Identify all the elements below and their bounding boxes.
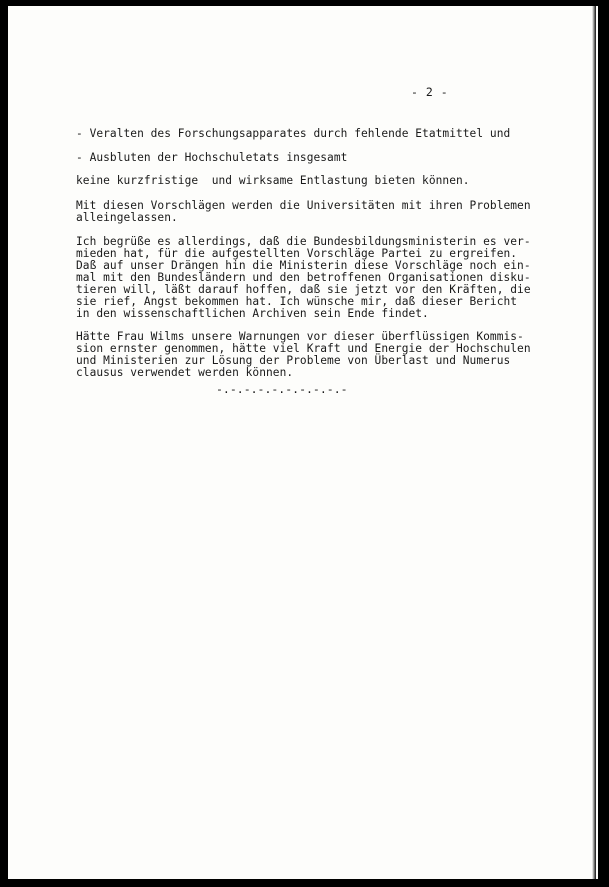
- text-line: in den wissenschaftlichen Archiven sein Ende findet.: [76, 307, 429, 320]
- bullet-line-1: - Veralten des Forschungsapparates durch fehlende Etatmittel und: [76, 127, 511, 140]
- text-line: sion ernster genommen, hätte viel Kraft und Energie der Hochschulen: [76, 342, 531, 355]
- text-line: clausus verwendet werden können.: [76, 366, 294, 379]
- page-number: - 2 -: [411, 85, 449, 99]
- document-page: [8, 6, 598, 879]
- text-line: Ich begrüße es allerdings, daß die Bundesbildungsministerin es ver-: [76, 235, 531, 248]
- separator-line: -.-.-.-.-.-.-.-.-.-: [216, 382, 348, 396]
- text-line: Mit diesen Vorschlägen werden die Universitäten mit ihren Problemen: [76, 199, 531, 212]
- text-line: alleingelassen.: [76, 211, 178, 224]
- bullet-line-2: - Ausbluten der Hochschuletats insgesamt: [76, 151, 348, 164]
- text-line: und Ministerien zur Lösung der Probleme von Überlast und Numerus: [76, 354, 511, 367]
- text-line: Daß auf unser Drängen hin die Ministerin diese Vorschläge noch ein-: [76, 259, 531, 272]
- page-edge-shadow: [592, 6, 596, 879]
- text-line: keine kurzfristige und wirksame Entlastung bieten können.: [76, 174, 470, 187]
- text-line: sie rief, Angst bekommen hat. Ich wünsche mir, daß dieser Bericht: [76, 295, 518, 308]
- text-line: Hätte Frau Wilms unsere Warnungen vor dieser überflüssigen Kommis-: [76, 330, 524, 343]
- text-line: mieden hat, für die aufgestellten Vorschläge Partei zu ergreifen.: [76, 247, 518, 260]
- text-line: mal mit den Bundesländern und den betroffenen Organisationen disku-: [76, 271, 531, 284]
- text-line: tieren will, läßt darauf hoffen, daß sie jetzt vor den Kräften, die: [76, 283, 531, 296]
